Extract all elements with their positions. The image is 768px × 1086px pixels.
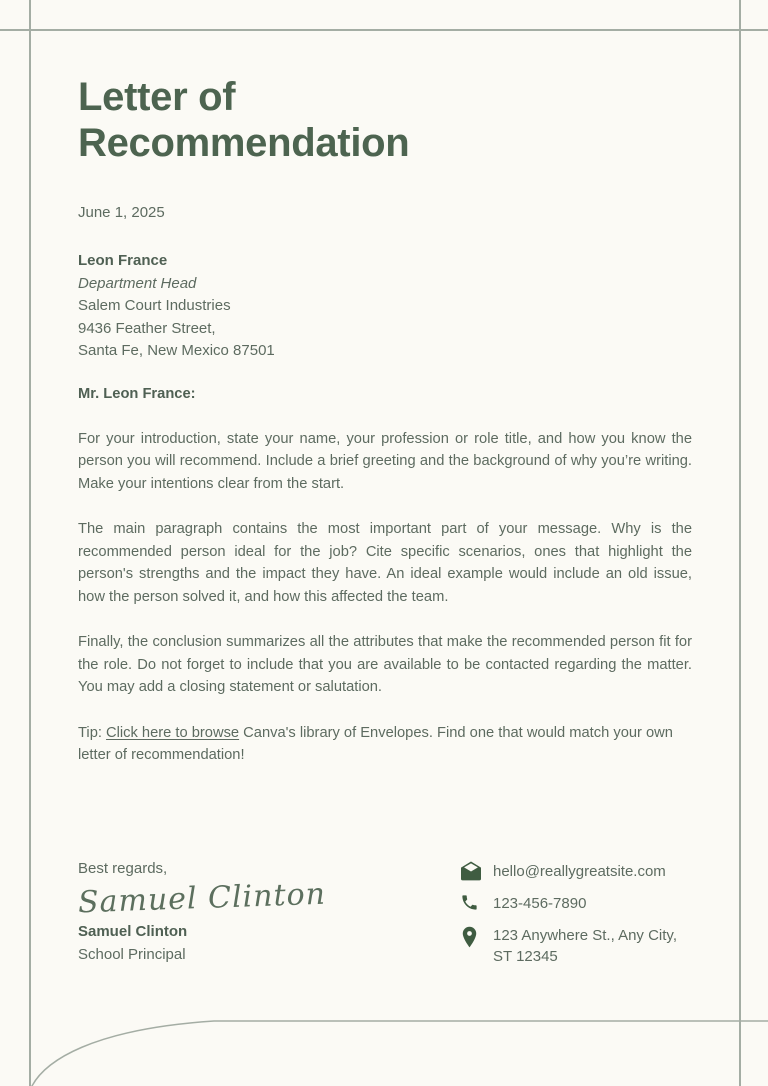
contact-address-row bbox=[460, 925, 710, 967]
tip-prefix: Tip: bbox=[78, 724, 107, 741]
frame-left-line bbox=[29, 0, 31, 1086]
contact-address-line1: 123 Anywhere St., Any City, bbox=[493, 927, 677, 944]
browse-envelopes-link[interactable]: Click here to browse bbox=[106, 724, 240, 741]
paragraph-main: The main paragraph contains the most important part of your message. Why is the recommended person ideal for the job? Cite specific scenarios, ones that highlight the person's strengths and the impact they have. An ideal example would include an old issue, how the person solved it, and how this affected the team. bbox=[78, 521, 692, 605]
salutation: Mr. Leon France: bbox=[78, 386, 196, 402]
location-pin-icon bbox=[460, 925, 482, 949]
closing-line: Best regards, bbox=[78, 860, 168, 877]
signoff-block bbox=[78, 860, 326, 963]
page-title-line1: Letter of bbox=[78, 75, 236, 119]
frame-right-line bbox=[739, 0, 741, 1086]
recipient-street: 9436 Feather Street, bbox=[78, 319, 216, 337]
signature-script: Samuel Clinton bbox=[77, 876, 327, 921]
letter-body bbox=[78, 383, 692, 767]
contact-email: hello@reallygreatsite.com bbox=[493, 863, 666, 880]
recipient-company: Salem Court Industries bbox=[78, 297, 231, 314]
phone-icon bbox=[460, 893, 482, 912]
recipient-role: Department Head bbox=[78, 274, 197, 292]
tip-paragraph bbox=[78, 722, 692, 767]
contact-address bbox=[493, 925, 677, 967]
paragraph-introduction: For your introduction, state your name, your profession or role title, and how you know the person you will recommend. Include a brief greeting and the background of why you’re writing. Make your intentions clear from the start. bbox=[78, 430, 692, 492]
recipient-block bbox=[78, 250, 275, 363]
page-title-line2: Recommendation bbox=[78, 121, 410, 165]
paragraph-conclusion: Finally, the conclusion summarizes all the attributes that make the recommended person fit for the role. Do not forget to include that you are available to be contacted regarding the matter. You may add a closing statement or salutation. bbox=[78, 634, 692, 695]
contact-phone-row bbox=[460, 893, 710, 914]
signer-name: Samuel Clinton bbox=[78, 923, 188, 940]
contact-block bbox=[460, 861, 710, 978]
letter-date: June 1, 2025 bbox=[78, 204, 165, 221]
recipient-city: Santa Fe, New Mexico 87501 bbox=[78, 342, 275, 359]
tip-suffix: Canva's library of Envelopes. Find one that would match your own letter of recommendation! bbox=[78, 724, 673, 763]
contact-phone: 123-456-7890 bbox=[493, 895, 587, 912]
contact-address-line2: ST 12345 bbox=[493, 948, 558, 965]
frame-top-line bbox=[0, 29, 768, 31]
frame-bottom-curve bbox=[0, 1016, 768, 1086]
envelope-icon bbox=[460, 861, 482, 881]
signer-title: School Principal bbox=[78, 946, 186, 963]
page-title bbox=[78, 74, 409, 166]
contact-email-row bbox=[460, 861, 710, 882]
recipient-name: Leon France bbox=[78, 252, 168, 269]
